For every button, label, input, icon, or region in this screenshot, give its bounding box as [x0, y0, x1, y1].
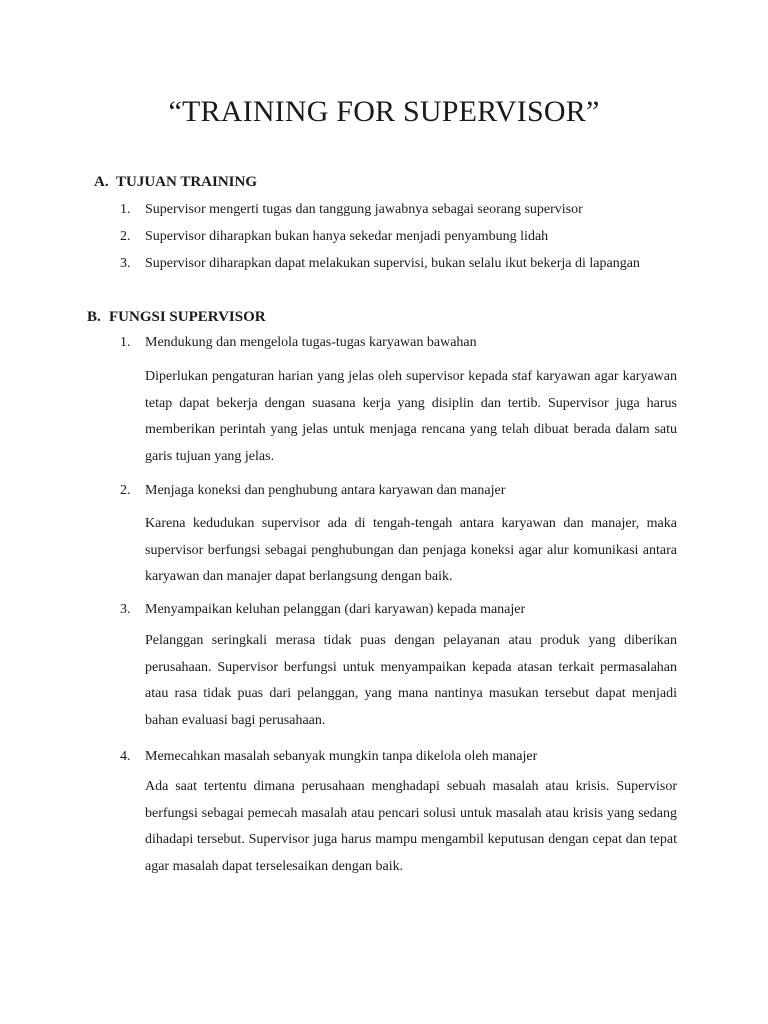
list-item: Supervisor diharapkan bukan hanya sekedar menjadi penyambung lidah [145, 229, 549, 244]
item-paragraph: Ada saat tertentu dimana perusahaan menghadapi sebuah masalah atau krisis. Supervisor berfungsi sebagai pemecah masalah atau pencari solusi untuk masalah atau krisis yang sedang dihadapi tersebut. Supervisor juga harus mampu mengambil keputusan dengan cepat dan tepat agar masalah dapat terselesaikan dengan baik. [145, 779, 677, 874]
document-title: “TRAINING FOR SUPERVISOR” [168, 95, 600, 128]
list-item: Menyampaikan keluhan pelanggan (dari karyawan) kepada manajer [145, 602, 526, 617]
item-paragraph: Diperlukan pengaturan harian yang jelas oleh supervisor kepada staf karyawan agar karyawan tetap dapat bekerja dengan suasana kerja yang disiplin dan tertib. Supervisor juga harus memberikan perintah yang jelas untuk menjaga rencana yang telah dibuat berada dalam satu garis tujuan yang jelas. [145, 369, 677, 464]
list-item: Mendukung dan mengelola tugas-tugas karyawan bawahan [145, 335, 477, 350]
list-item: Supervisor diharapkan dapat melakukan supervisi, bukan selalu ikut bekerja di lapangan [145, 256, 640, 271]
item-paragraph: Karena kedudukan supervisor ada di tengah-tengah antara karyawan dan manajer, maka supervisor berfungsi sebagai penghubungan dan penjaga koneksi agar alur komunikasi antara karyawan dan manajer dapat berlangsung dengan baik. [145, 516, 677, 584]
list-number: 1. [120, 202, 131, 217]
list-number: 3. [120, 256, 131, 271]
section-a-letter: A. [94, 174, 109, 190]
section-a-heading [94, 172, 257, 192]
list-number: 2. [120, 229, 131, 244]
list-number: 4. [120, 749, 131, 764]
section-b-title: FUNGSI SUPERVISOR [109, 309, 266, 325]
list-item: Memecahkan masalah sebanyak mungkin tanpa dikelola oleh manajer [145, 749, 538, 764]
list-number: 3. [120, 602, 131, 617]
section-b-heading [87, 307, 266, 327]
list-item: Supervisor mengerti tugas dan tanggung jawabnya sebagai seorang supervisor [145, 202, 583, 217]
list-number: 2. [120, 483, 131, 498]
list-item: Menjaga koneksi dan penghubung antara karyawan dan manajer [145, 483, 506, 498]
section-a-title: TUJUAN TRAINING [116, 174, 257, 190]
item-paragraph: Pelanggan seringkali merasa tidak puas dengan pelayanan atau produk yang diberikan perusahaan. Supervisor berfungsi untuk menyampaikan kepada atasan terkait permasalahan atau rasa tidak puas dari pelanggan, yang mana nantinya masukan tersebut dapat menjadi bahan evaluasi bagi perusahaan. [145, 633, 677, 728]
list-number: 1. [120, 335, 131, 350]
section-b-letter: B. [87, 309, 101, 325]
